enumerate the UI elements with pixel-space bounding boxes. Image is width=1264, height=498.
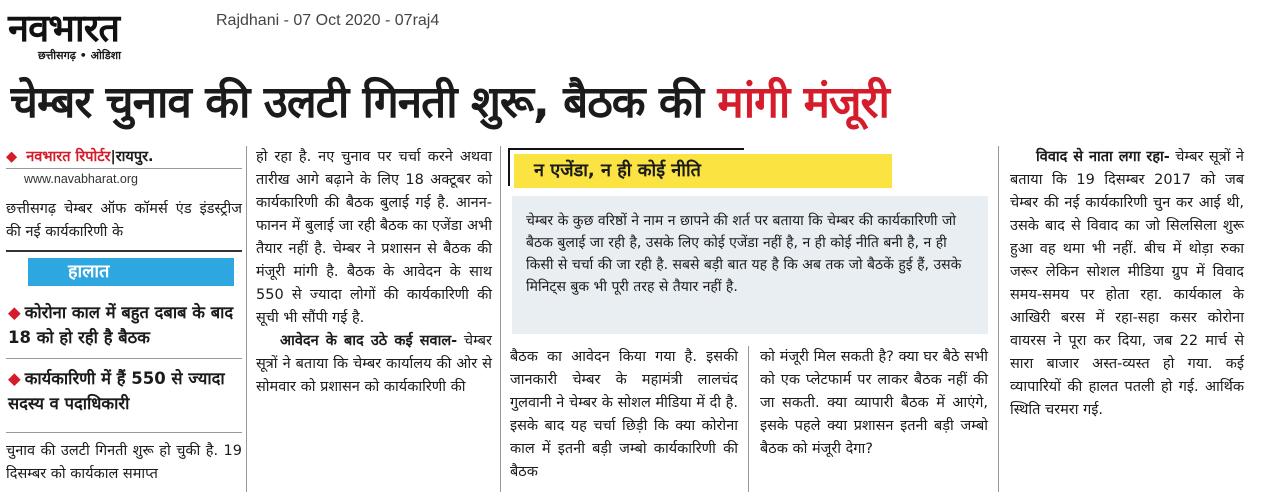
column-divider xyxy=(748,346,749,492)
col5-text: चेम्बर सूत्रों ने बताया कि 19 दिसम्बर 2017 को जब चेम्बर की नई कार्यकारिणी चुन कर आई थी, उसके बाद से विवाद का जो सिलसिला शुरू हुआ वह थमा भी नहीं. बीच में थोड़ा रुका जरूर लेकिन सोशल मीडिया ग्रुप में विवाद समय-समय पर होता रहा. कार्यकाल के आखिरी बरस में रहा-सहा कसर कोरोना वायरस ने पूरा कर दिया, जब 22 मार्च से सारा बाजार अस्त-व्यस्त हो गया. कई व्यापारियों की हालत पतली हो गई. आर्थिक स्थिति चरमरा गई. xyxy=(1010,149,1244,418)
headline-highlight: मांगी मंजूरी xyxy=(717,77,889,128)
divider xyxy=(6,432,242,433)
halaat-label: हालात xyxy=(28,258,234,286)
col1-bottom-text: चुनाव की उलटी गिनती शुरू हो चुकी है. 19 दिसम्बर को कार्यकाल समाप्त xyxy=(6,443,242,482)
diamond-bullet-icon: ◆ xyxy=(8,303,21,322)
headline-main: चेम्बर चुनाव की उलटी गिनती शुरू, बैठक की xyxy=(10,77,704,128)
halaat-rule xyxy=(6,250,242,252)
col4 xyxy=(760,346,988,461)
col2-para1: हो रहा है. नए चुनाव पर चर्चा करने अथवा तारीख आगे बढ़ाने के लिए 18 अक्टूबर को कार्यकारिणी की बैठक बुलाई गई है. आनन-फानन में बुलाई जा रही बैठक का एजेंडा अभी तैयार नहीं है. चेम्बर ने प्रशासन से बैठक की मंजूरी मांगी है. बैठक के आवेदन के साथ 550 से ज्यादा लोगों की कार्यकारिणी की सूची भी सौंपी गई है. xyxy=(256,149,492,326)
divider xyxy=(6,358,242,359)
col5-para xyxy=(1010,146,1244,422)
byline-brand: नवभारत रिपोर्टर xyxy=(26,149,111,165)
newspaper-name: नवभारत xyxy=(8,6,119,50)
col3-text: बैठक का आवेदन किया गया है. इसकी जानकारी चेम्बर के महामंत्री लालचंद गुलवानी ने चेम्बर के सोशल मीडिया में दी है. इसके बाद यह चर्चा छिड़ी कि क्या कोरोना काल में इतनी बड़ी जम्बो कार्यकारिणी की बैठक xyxy=(510,349,738,480)
col2-para2: चेम्बर सूत्रों ने बताया कि चेम्बर कार्यालय की ओर से सोमवार को प्रशासन को कार्यकारिणी की xyxy=(256,333,492,395)
box-title: न एजेंडा, न ही कोई नीति xyxy=(514,154,892,188)
column-divider xyxy=(246,146,247,492)
col2-para2-wrap xyxy=(256,330,492,399)
col5-subhead: विवाद से नाता लगा रहा- xyxy=(1036,149,1170,165)
col4-text: को मंजूरी मिल सकती है? क्या घर बैठे सभी को एक प्लेटफार्म पर लाकर बैठक नहीं की जा सकती. क्या व्यापारी बैठक में आएंगे, इसके पहले क्या प्रशासन इतनी बड़ी जम्बो बैठक को मंजूरी देगा? xyxy=(760,349,988,457)
byline-place: रायपुर. xyxy=(115,149,154,165)
diamond-bullet-icon: ◆ xyxy=(8,369,21,388)
col3 xyxy=(510,346,738,484)
column-divider xyxy=(500,146,501,492)
box-text: चेम्बर के कुछ वरिष्ठों ने नाम न छापने की शर्त पर बताया कि चेम्बर की कार्यकारिणी जो बैठक बुलाई जा रही है, उसके लिए कोई एजेंडा नहीं है, न ही कोई नीति बनी है, न ही किसी से चर्चा की जा रही है. सबसे बड़ी बात यह है कि अब तक जो बैठकें हुई हैं, उसके मिनिट्स बुक भी पूरी तरह से तैयार नहीं है. xyxy=(526,213,962,295)
masthead-logo xyxy=(8,6,198,68)
col2 xyxy=(256,146,492,399)
byline xyxy=(6,146,242,166)
box-body xyxy=(512,196,988,334)
col1-bottom xyxy=(6,440,242,486)
point-1 xyxy=(8,300,240,350)
col1-intro-text: छत्तीसगढ़ चेम्बर ऑफ कॉमर्स एंड इंडस्ट्रीज की नई कार्यकारिणी के xyxy=(6,201,242,240)
headline xyxy=(10,74,1260,136)
website-link[interactable]: www.navabharat.org xyxy=(24,172,138,186)
byline-separator: | xyxy=(110,149,116,165)
point-1-text: कोरोना काल में बहुत दबाब के बाद 18 को हो रही है बैठक xyxy=(8,303,234,347)
point-2 xyxy=(8,366,240,416)
col5 xyxy=(1010,146,1244,422)
col2-subhead: आवेदन के बाद उठे कई सवाल- xyxy=(280,333,458,349)
newspaper-region: छत्तीसगढ़ • ओडिशा xyxy=(38,49,121,62)
divider xyxy=(6,168,242,169)
diamond-bullet-icon: ◆ xyxy=(6,149,18,165)
point-2-text: कार्यकारिणी में हैं 550 से ज्यादा सदस्य व पदाधिकारी xyxy=(8,369,225,413)
col1-intro xyxy=(6,198,242,244)
column-divider xyxy=(998,146,999,492)
edition-line: Rajdhani - 07 Oct 2020 - 07raj4 xyxy=(216,12,440,29)
